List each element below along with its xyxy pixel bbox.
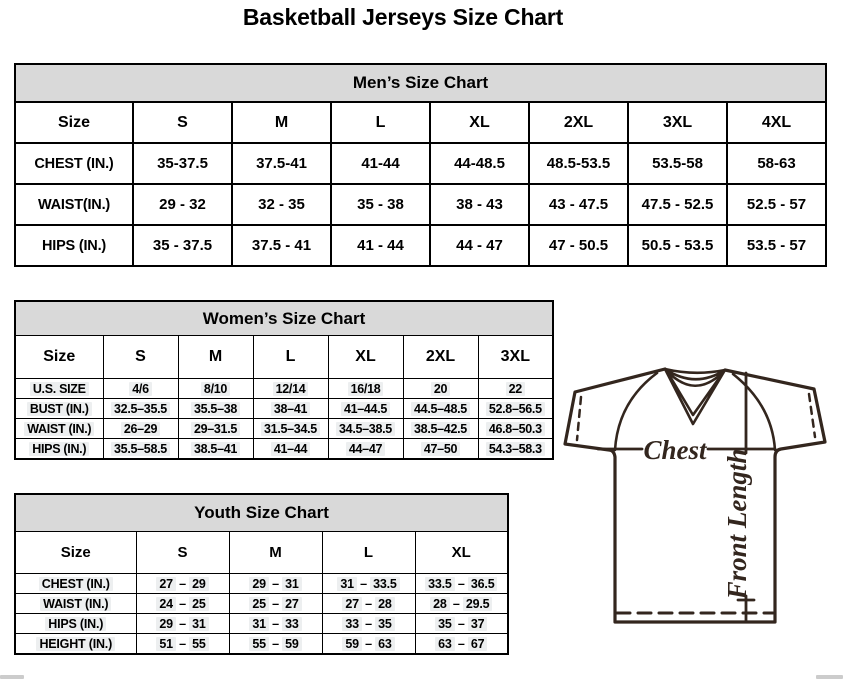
men-measure-row [15, 225, 826, 266]
size-value-cell: 43 - 47.5 [529, 184, 628, 225]
row-label: HIPS (IN.) [15, 614, 136, 634]
size-value-cell: 38.5–41 [178, 439, 253, 460]
men-column-header-s: S [133, 102, 232, 143]
size-value-cell: 31 – 33 [229, 614, 322, 634]
youth-size-chart-section [14, 493, 509, 655]
size-value-cell: 51 – 55 [136, 634, 229, 655]
size-value-cell: 52.8–56.5 [478, 399, 553, 419]
women-column-header-m: M [178, 336, 253, 379]
size-value-cell: 59 – 63 [322, 634, 415, 655]
size-value-cell: 41–44.5 [328, 399, 403, 419]
row-label: HEIGHT (IN.) [15, 634, 136, 655]
size-value-cell: 24 – 25 [136, 594, 229, 614]
women-measure-row [15, 379, 553, 399]
size-value-cell: 35.5–58.5 [103, 439, 178, 460]
size-value-cell: 35 – 37 [415, 614, 508, 634]
size-value-cell: 27 – 29 [136, 574, 229, 594]
row-label: WAIST (IN.) [15, 419, 103, 439]
size-value-cell: 47–50 [403, 439, 478, 460]
men-measure-row [15, 184, 826, 225]
size-value-cell: 50.5 - 53.5 [628, 225, 727, 266]
size-value-cell: 37.5-41 [232, 143, 331, 184]
size-value-cell: 12/14 [253, 379, 328, 399]
men-column-header-row [15, 102, 826, 143]
row-label: HIPS (IN.) [15, 439, 103, 460]
size-value-cell: 53.5 - 57 [727, 225, 826, 266]
youth-table-body [15, 574, 508, 655]
size-value-cell: 38–41 [253, 399, 328, 419]
men-column-header-4xl: 4XL [727, 102, 826, 143]
size-value-cell: 27 – 28 [322, 594, 415, 614]
row-label: BUST (IN.) [15, 399, 103, 419]
women-measure-row [15, 439, 553, 460]
men-size-chart-section [14, 63, 827, 267]
size-value-cell: 38.5–42.5 [403, 419, 478, 439]
women-column-header-label: Size [15, 336, 103, 379]
size-value-cell: 31.5–34.5 [253, 419, 328, 439]
size-value-cell: 47.5 - 52.5 [628, 184, 727, 225]
size-value-cell: 22 [478, 379, 553, 399]
size-value-cell: 54.3–58.3 [478, 439, 553, 460]
men-column-header-2xl: 2XL [529, 102, 628, 143]
size-value-cell: 55 – 59 [229, 634, 322, 655]
size-value-cell: 44 - 47 [430, 225, 529, 266]
youth-measure-row [15, 594, 508, 614]
youth-section-title-row [15, 494, 508, 532]
horizontal-scrollbar-thumb-left[interactable] [0, 675, 24, 679]
women-table-body [15, 379, 553, 460]
size-value-cell: 44.5–48.5 [403, 399, 478, 419]
men-column-header-m: M [232, 102, 331, 143]
size-value-cell: 46.8–50.3 [478, 419, 553, 439]
horizontal-scrollbar-thumb-right[interactable] [816, 675, 843, 679]
men-measure-row [15, 143, 826, 184]
size-value-cell: 41-44 [331, 143, 430, 184]
youth-measure-row [15, 574, 508, 594]
size-value-cell: 32 - 35 [232, 184, 331, 225]
women-section-title-row [15, 301, 553, 336]
size-value-cell: 41 - 44 [331, 225, 430, 266]
chest-label: Chest [643, 435, 707, 465]
women-size-chart-section [14, 300, 554, 460]
size-value-cell: 33 – 35 [322, 614, 415, 634]
youth-column-header-s: S [136, 532, 229, 574]
size-value-cell: 28 – 29.5 [415, 594, 508, 614]
women-column-header-l: L [253, 336, 328, 379]
size-value-cell: 25 – 27 [229, 594, 322, 614]
size-value-cell: 29 – 31 [229, 574, 322, 594]
size-value-cell: 63 – 67 [415, 634, 508, 655]
size-value-cell: 35-37.5 [133, 143, 232, 184]
size-value-cell: 29 – 31 [136, 614, 229, 634]
women-column-header-xl: XL [328, 336, 403, 379]
women-measure-row [15, 419, 553, 439]
page-title: Basketball Jerseys Size Chart [242, 4, 564, 30]
men-size-table [14, 63, 827, 267]
size-value-cell: 16/18 [328, 379, 403, 399]
men-column-header-l: L [331, 102, 430, 143]
size-value-cell: 44-48.5 [430, 143, 529, 184]
size-value-cell: 38 - 43 [430, 184, 529, 225]
women-size-table [14, 300, 554, 460]
jersey-outline [565, 369, 825, 622]
women-column-header-3xl: 3XL [478, 336, 553, 379]
row-label: CHEST (IN.) [15, 143, 133, 184]
size-value-cell: 29–31.5 [178, 419, 253, 439]
youth-column-header-label: Size [15, 532, 136, 574]
row-label: U.S. SIZE [15, 379, 103, 399]
size-value-cell: 32.5–35.5 [103, 399, 178, 419]
youth-size-table [14, 493, 509, 655]
size-value-cell: 29 - 32 [133, 184, 232, 225]
youth-column-header-l: L [322, 532, 415, 574]
men-column-header-label: Size [15, 102, 133, 143]
size-value-cell: 34.5–38.5 [328, 419, 403, 439]
youth-column-header-row [15, 532, 508, 574]
size-value-cell: 4/6 [103, 379, 178, 399]
size-value-cell: 35 - 38 [331, 184, 430, 225]
size-value-cell: 48.5-53.5 [529, 143, 628, 184]
women-column-header-row [15, 336, 553, 379]
youth-measure-row [15, 614, 508, 634]
size-value-cell: 35.5–38 [178, 399, 253, 419]
size-value-cell: 31 – 33.5 [322, 574, 415, 594]
size-value-cell: 26–29 [103, 419, 178, 439]
jersey-measurement-diagram [556, 360, 836, 650]
men-table-body [15, 143, 826, 266]
size-value-cell: 44–47 [328, 439, 403, 460]
size-value-cell: 37.5 - 41 [232, 225, 331, 266]
size-value-cell: 52.5 - 57 [727, 184, 826, 225]
size-value-cell: 35 - 37.5 [133, 225, 232, 266]
size-value-cell: 47 - 50.5 [529, 225, 628, 266]
row-label: WAIST (IN.) [15, 594, 136, 614]
youth-column-header-m: M [229, 532, 322, 574]
youth-column-header-xl: XL [415, 532, 508, 574]
men-section-title-row [15, 64, 826, 102]
men-column-header-3xl: 3XL [628, 102, 727, 143]
youth-section-title: Youth Size Chart [15, 494, 508, 532]
size-value-cell: 33.5 – 36.5 [415, 574, 508, 594]
size-value-cell: 8/10 [178, 379, 253, 399]
men-column-header-xl: XL [430, 102, 529, 143]
women-column-header-2xl: 2XL [403, 336, 478, 379]
size-value-cell: 41–44 [253, 439, 328, 460]
size-value-cell: 58-63 [727, 143, 826, 184]
women-column-header-s: S [103, 336, 178, 379]
youth-measure-row [15, 634, 508, 655]
row-label: CHEST (IN.) [15, 574, 136, 594]
women-measure-row [15, 399, 553, 419]
row-label: HIPS (IN.) [15, 225, 133, 266]
front-length-label: Front Length [722, 448, 752, 600]
row-label: WAIST(IN.) [15, 184, 133, 225]
size-value-cell: 20 [403, 379, 478, 399]
women-section-title: Women’s Size Chart [15, 301, 553, 336]
size-value-cell: 53.5-58 [628, 143, 727, 184]
men-section-title: Men’s Size Chart [15, 64, 826, 102]
